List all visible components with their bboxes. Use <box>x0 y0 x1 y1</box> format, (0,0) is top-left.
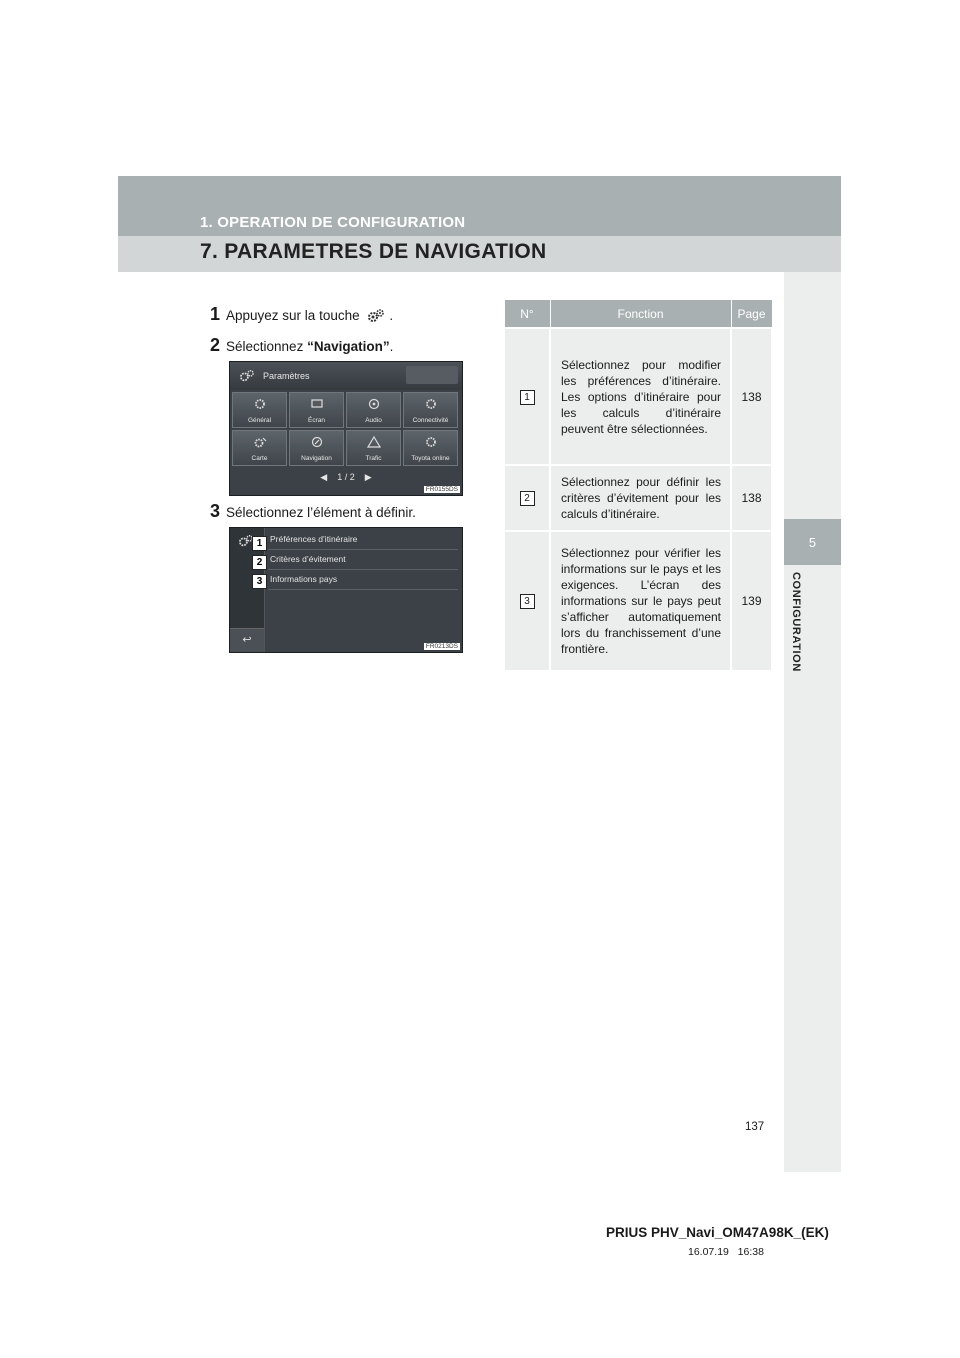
country-information-item[interactable] <box>268 570 458 590</box>
toyota-online-button[interactable] <box>403 430 458 466</box>
map-icon <box>253 436 267 448</box>
step-3 <box>210 501 416 522</box>
audio-icon <box>367 398 381 410</box>
model-code: PRIUS PHV_Navi_OM47A98K_(EK) <box>606 1225 829 1240</box>
gear-icon <box>253 398 267 410</box>
item-label: Critères d’évitement <box>270 554 346 564</box>
step-text: Appuyez sur la touche <box>226 308 360 323</box>
header-number: N° <box>504 300 550 329</box>
step-1 <box>210 304 393 325</box>
settings-gear-icon <box>238 369 256 383</box>
settings-gear-icon <box>367 308 385 324</box>
page-number: 137 <box>745 1121 765 1133</box>
chapter-label <box>786 572 808 692</box>
status-area <box>406 366 458 384</box>
step-text: Sélectionnez l’élément à définir. <box>226 505 416 520</box>
header-function: Fonction <box>550 300 731 329</box>
item-label: Préférences d’itinéraire <box>270 534 358 544</box>
step-text: Sélectionnez <box>226 339 304 354</box>
button-label: Connectivité <box>412 417 449 424</box>
button-label: Général <box>247 417 272 424</box>
step-number: 1 <box>210 304 221 324</box>
table-row <box>504 328 772 465</box>
page-indicator: 1 / 2 <box>337 472 355 482</box>
table-header-row <box>504 300 772 329</box>
row-page: 138 <box>731 465 772 531</box>
row-function: Sélectionnez pour définir les critères d’évitement pour les calculs d’itinéraire. <box>550 465 731 531</box>
callout-1: 1 <box>252 536 267 551</box>
back-arrow-icon: ↩ <box>242 634 252 646</box>
row-function: Sélectionnez pour modifier les préférences d’itinéraire. Les options d’itinéraire pour les calculs d’itinéraire peuvent être sélectionnées. <box>550 328 731 465</box>
route-preferences-item[interactable] <box>268 530 458 550</box>
pager <box>230 472 462 483</box>
step-emphasis: “Navigation” <box>307 339 390 354</box>
step-2 <box>210 335 393 356</box>
button-label: Écran <box>308 417 325 424</box>
date-value: 16.07.19 <box>688 1246 729 1258</box>
callout-3: 3 <box>252 574 267 589</box>
callout-2: 2 <box>252 555 267 570</box>
connectivity-button[interactable] <box>403 392 458 428</box>
chapter-tab: 5 <box>784 519 841 565</box>
row-number-cell <box>504 465 550 531</box>
map-button[interactable] <box>232 430 287 466</box>
row-function: Sélectionnez pour vérifier les informations sur le pays et les exigences. L’écran des informations sur le pays peut s’afficher automatiquement lors du franchissement d’une frontière. <box>550 531 731 671</box>
prev-page-arrow-icon[interactable]: ◀ <box>320 472 328 482</box>
audio-button[interactable] <box>346 392 401 428</box>
time-value: 16:38 <box>737 1246 764 1258</box>
chapter-label-text: CONFIGURATION <box>790 572 802 672</box>
side-strip <box>784 272 841 1172</box>
traffic-button[interactable] <box>346 430 401 466</box>
button-label: Trafic <box>365 455 382 462</box>
step-text-end: . <box>389 308 394 323</box>
row-number: 2 <box>520 491 535 506</box>
item-label: Informations pays <box>270 574 338 584</box>
screen-button[interactable] <box>289 392 344 428</box>
print-date <box>688 1246 764 1258</box>
page-title: 7. PARAMETRES DE NAVIGATION <box>200 240 547 263</box>
back-button[interactable] <box>230 628 264 653</box>
traffic-warning-icon <box>367 436 381 448</box>
navigation-icon <box>310 436 324 448</box>
screen-title: Paramètres <box>263 371 310 381</box>
button-label: Navigation <box>301 455 332 462</box>
table-row <box>504 531 772 671</box>
figure-code: FR0155DS <box>425 486 458 493</box>
avoidance-criteria-item[interactable] <box>268 550 458 570</box>
navigation-button[interactable] <box>289 430 344 466</box>
button-label: Audio <box>365 417 382 424</box>
row-page: 139 <box>731 531 772 671</box>
step-number: 2 <box>210 335 221 355</box>
screen-title-bar <box>230 362 462 390</box>
display-icon <box>310 398 324 410</box>
row-number: 1 <box>520 390 535 405</box>
general-button[interactable] <box>232 392 287 428</box>
figure-code: FR0213DS <box>425 643 458 650</box>
settings-screen <box>229 361 463 496</box>
button-label: Carte <box>251 455 268 462</box>
navigation-settings-screen <box>229 527 463 653</box>
row-number-cell <box>504 531 550 671</box>
row-number: 3 <box>520 594 535 609</box>
function-table <box>503 299 773 672</box>
row-page: 138 <box>731 328 772 465</box>
connectivity-icon <box>424 398 438 410</box>
online-icon <box>424 436 438 448</box>
table-row <box>504 465 772 531</box>
header-page: Page <box>731 300 772 329</box>
button-label: Toyota online <box>411 455 450 462</box>
next-page-arrow-icon[interactable]: ▶ <box>364 472 372 482</box>
section-title: 1. OPERATION DE CONFIGURATION <box>200 214 466 231</box>
step-number: 3 <box>210 501 221 521</box>
row-number-cell <box>504 328 550 465</box>
step-text-end: . <box>389 339 394 354</box>
